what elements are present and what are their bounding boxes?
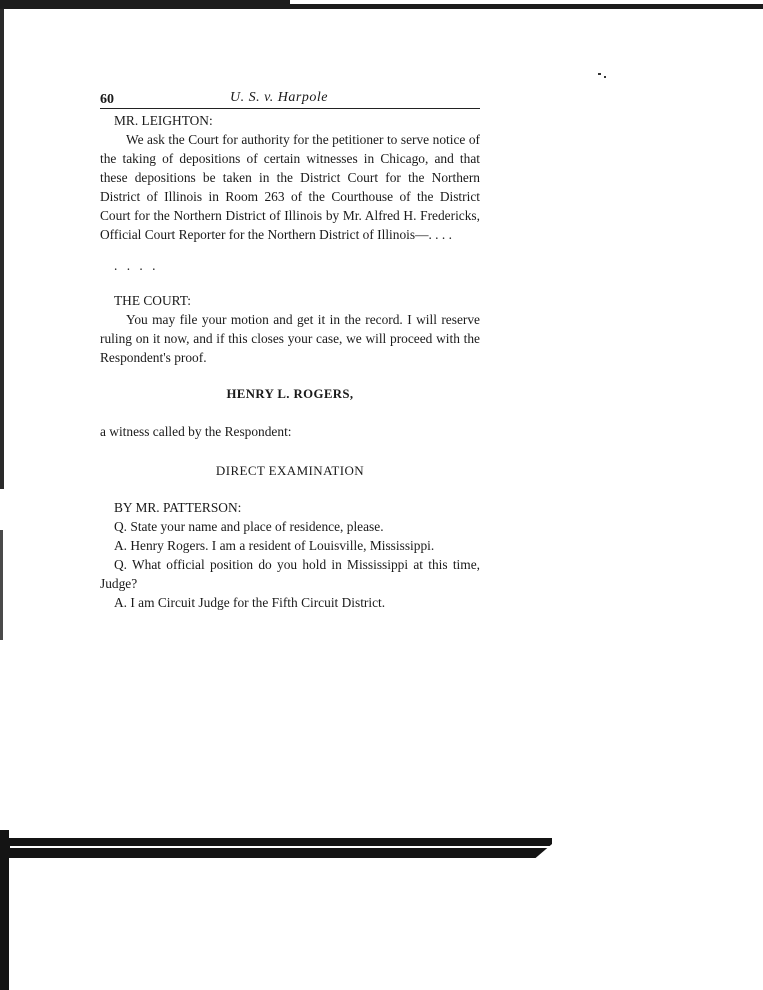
scan-left-edge-lower (0, 530, 3, 640)
qa-line: A. Henry Rogers. I am a resident of Louisville, Mississippi. (114, 538, 435, 553)
scan-bottom-edge (4, 838, 552, 858)
qa-line: Q. State your name and place of residence, please. (114, 519, 384, 534)
running-title: U. S. v. Harpole (230, 90, 328, 105)
qa-line: Q. What official position do you hold in Mississippi at this time, Judge? (100, 557, 480, 591)
paragraph-court: You may file your motion and get it in the record. I will reserve ruling on it now, and if this closes your case, we will proceed with the Respondent's proof. (100, 312, 480, 365)
qa-line: A. I am Circuit Judge for the Fifth Circuit District. (114, 595, 386, 610)
scan-speck (598, 73, 601, 75)
speaker-court: THE COURT: (114, 293, 192, 308)
document-page (100, 88, 480, 612)
scan-top-edge-gap (290, 0, 763, 4)
page-number: 60 (100, 92, 114, 107)
page-header (100, 88, 480, 109)
witness-description: a witness called by the Respondent: (100, 424, 292, 439)
speaker-leighton: MR. LEIGHTON: (114, 113, 213, 128)
scan-speck (604, 76, 606, 78)
examiner-label: BY MR. PATTERSON: (114, 500, 242, 515)
scan-left-edge (0, 9, 4, 489)
exam-heading: DIRECT EXAMINATION (215, 463, 365, 478)
paragraph-leighton: We ask the Court for authority for the petitioner to serve notice of the taking of depositions of certain witnesses in Chicago, and that these depositions be taken in the District Court for the Northern District of Illinois in Room 263 of the Courthouse of the District Court for the Northern District of Illinois by Mr. Alfred H. Fredericks, Official Court Reporter for the Northern District of Illinois—. . . . (100, 132, 480, 242)
scan-bottom-edge-line (10, 846, 550, 848)
omission-ellipsis: . . . . (114, 258, 159, 273)
scan-bottom-left-edge (0, 830, 9, 990)
witness-name: HENRY L. ROGERS, (226, 387, 354, 401)
